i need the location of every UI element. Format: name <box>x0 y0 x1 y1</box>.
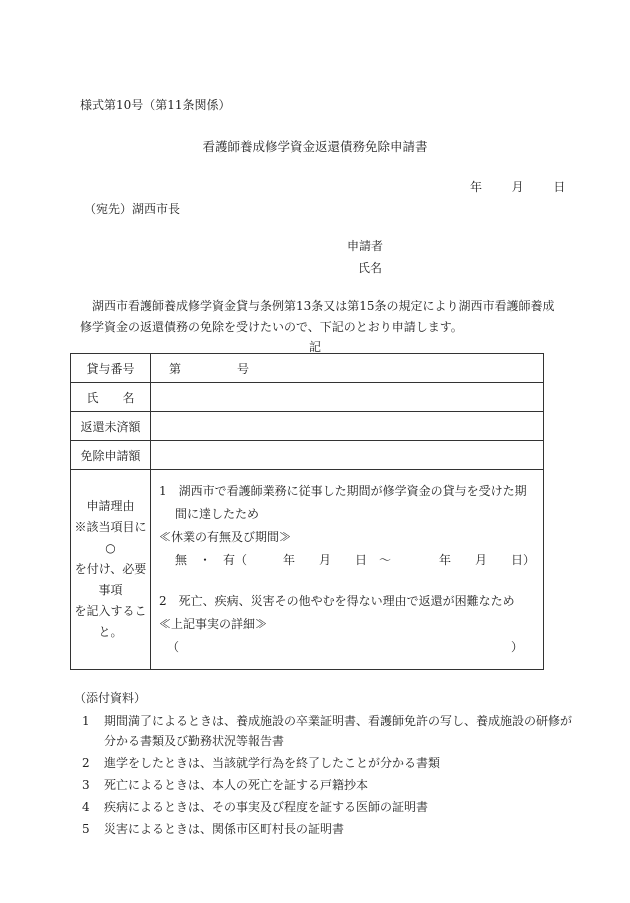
attachment-number: 2 <box>82 756 90 770</box>
reason-item-1-line2: 間に達したため <box>174 507 259 521</box>
attachment-number: 4 <box>82 800 90 814</box>
paren-close: ） <box>510 640 523 654</box>
attachments-header: （添付資料） <box>74 691 147 705</box>
table-row-loan-number <box>71 354 544 383</box>
attachment-text: 疾病によるときは、その事実及び程度を証する医師の証明書 <box>104 800 429 814</box>
list-item <box>82 819 572 839</box>
leave-header: ≪休業の有無及び期間≫ <box>158 530 291 544</box>
list-item <box>82 775 572 795</box>
details-paren-row <box>159 636 535 659</box>
list-item <box>82 797 572 817</box>
unpaid-value-cell <box>150 412 543 441</box>
ki-label: 記 <box>308 340 321 354</box>
date-line <box>470 178 565 195</box>
attachment-number: 3 <box>82 778 90 792</box>
applicant-name-label: 氏名 <box>358 261 383 275</box>
reason-item-1-line1: 1 湖西市で看護師業務に従事した期間が修学資金の貸与を受けた期 <box>158 484 527 498</box>
name-label-cell: 氏 名 <box>71 383 151 412</box>
date-month: 月 <box>511 180 524 194</box>
table-row-exemption <box>71 441 544 470</box>
reason-item-2: 2 死亡、疾病、災害その他やむを得ない理由で返還が困難なため <box>158 594 515 608</box>
exemption-label-cell: 免除申請額 <box>71 441 151 470</box>
addressee: （宛先）湖西市長 <box>84 202 181 216</box>
loan-number-value <box>150 354 543 383</box>
table-row-reason <box>71 470 544 670</box>
loan-number-label: 貸与番号 <box>71 354 151 383</box>
name-value-cell <box>150 383 543 412</box>
reason-label-line: を付け、必要事項 <box>74 562 147 597</box>
application-table <box>70 353 544 670</box>
reason-label-line: ※該当項目に○ <box>74 520 147 555</box>
attachment-text: 災害によるときは、関係市区町村長の証明書 <box>104 822 345 836</box>
attachment-number: 1 <box>82 714 90 728</box>
reason-label-cell <box>71 470 151 670</box>
reason-label-line: 申請理由 <box>86 499 135 513</box>
date-year: 年 <box>470 180 483 194</box>
attachments-list <box>82 711 572 841</box>
attachment-number: 5 <box>82 822 90 836</box>
list-item <box>82 753 572 773</box>
applicant-label: 申請者 <box>347 239 384 253</box>
exemption-value-cell <box>150 441 543 470</box>
loan-number-suffix: 号 <box>237 361 250 376</box>
table-row-unpaid <box>71 412 544 441</box>
details-header: ≪上記事実の詳細≫ <box>158 617 267 631</box>
form-number: 様式第10号（第11条関係） <box>80 98 231 112</box>
attachment-text: 進学をしたときは、当該就学行為を終了したことが分かる書類 <box>104 756 441 770</box>
reason-label-line: を記入すること。 <box>74 604 147 639</box>
leave-line: 無 ・ 有（ 年 月 日 ～ 年 月 日） <box>174 553 535 567</box>
date-day: 日 <box>553 180 566 194</box>
attachment-text: 死亡によるときは、本人の死亡を証する戸籍抄本 <box>104 778 369 792</box>
document-title: 看護師養成修学資金返還債務免除申請書 <box>202 139 428 154</box>
unpaid-label-cell: 返還未済額 <box>71 412 151 441</box>
list-item <box>82 711 572 751</box>
body-paragraph: 湖西市看護師養成修学資金貸与条例第13条又は第15条の規定により湖西市看護師養成修学資金の返還債務の免除を受けたいので、下記のとおり申請します。 <box>80 299 555 334</box>
loan-number-prefix: 第 <box>168 361 181 376</box>
attachment-text: 期間満了によるときは、養成施設の卒業証明書、看護師免許の写し、養成施設の研修が分かる書類及び勤務状況等報告書 <box>104 714 573 748</box>
paren-open: （ <box>166 640 179 654</box>
reason-value-cell <box>150 470 543 670</box>
table-row-name <box>71 383 544 412</box>
